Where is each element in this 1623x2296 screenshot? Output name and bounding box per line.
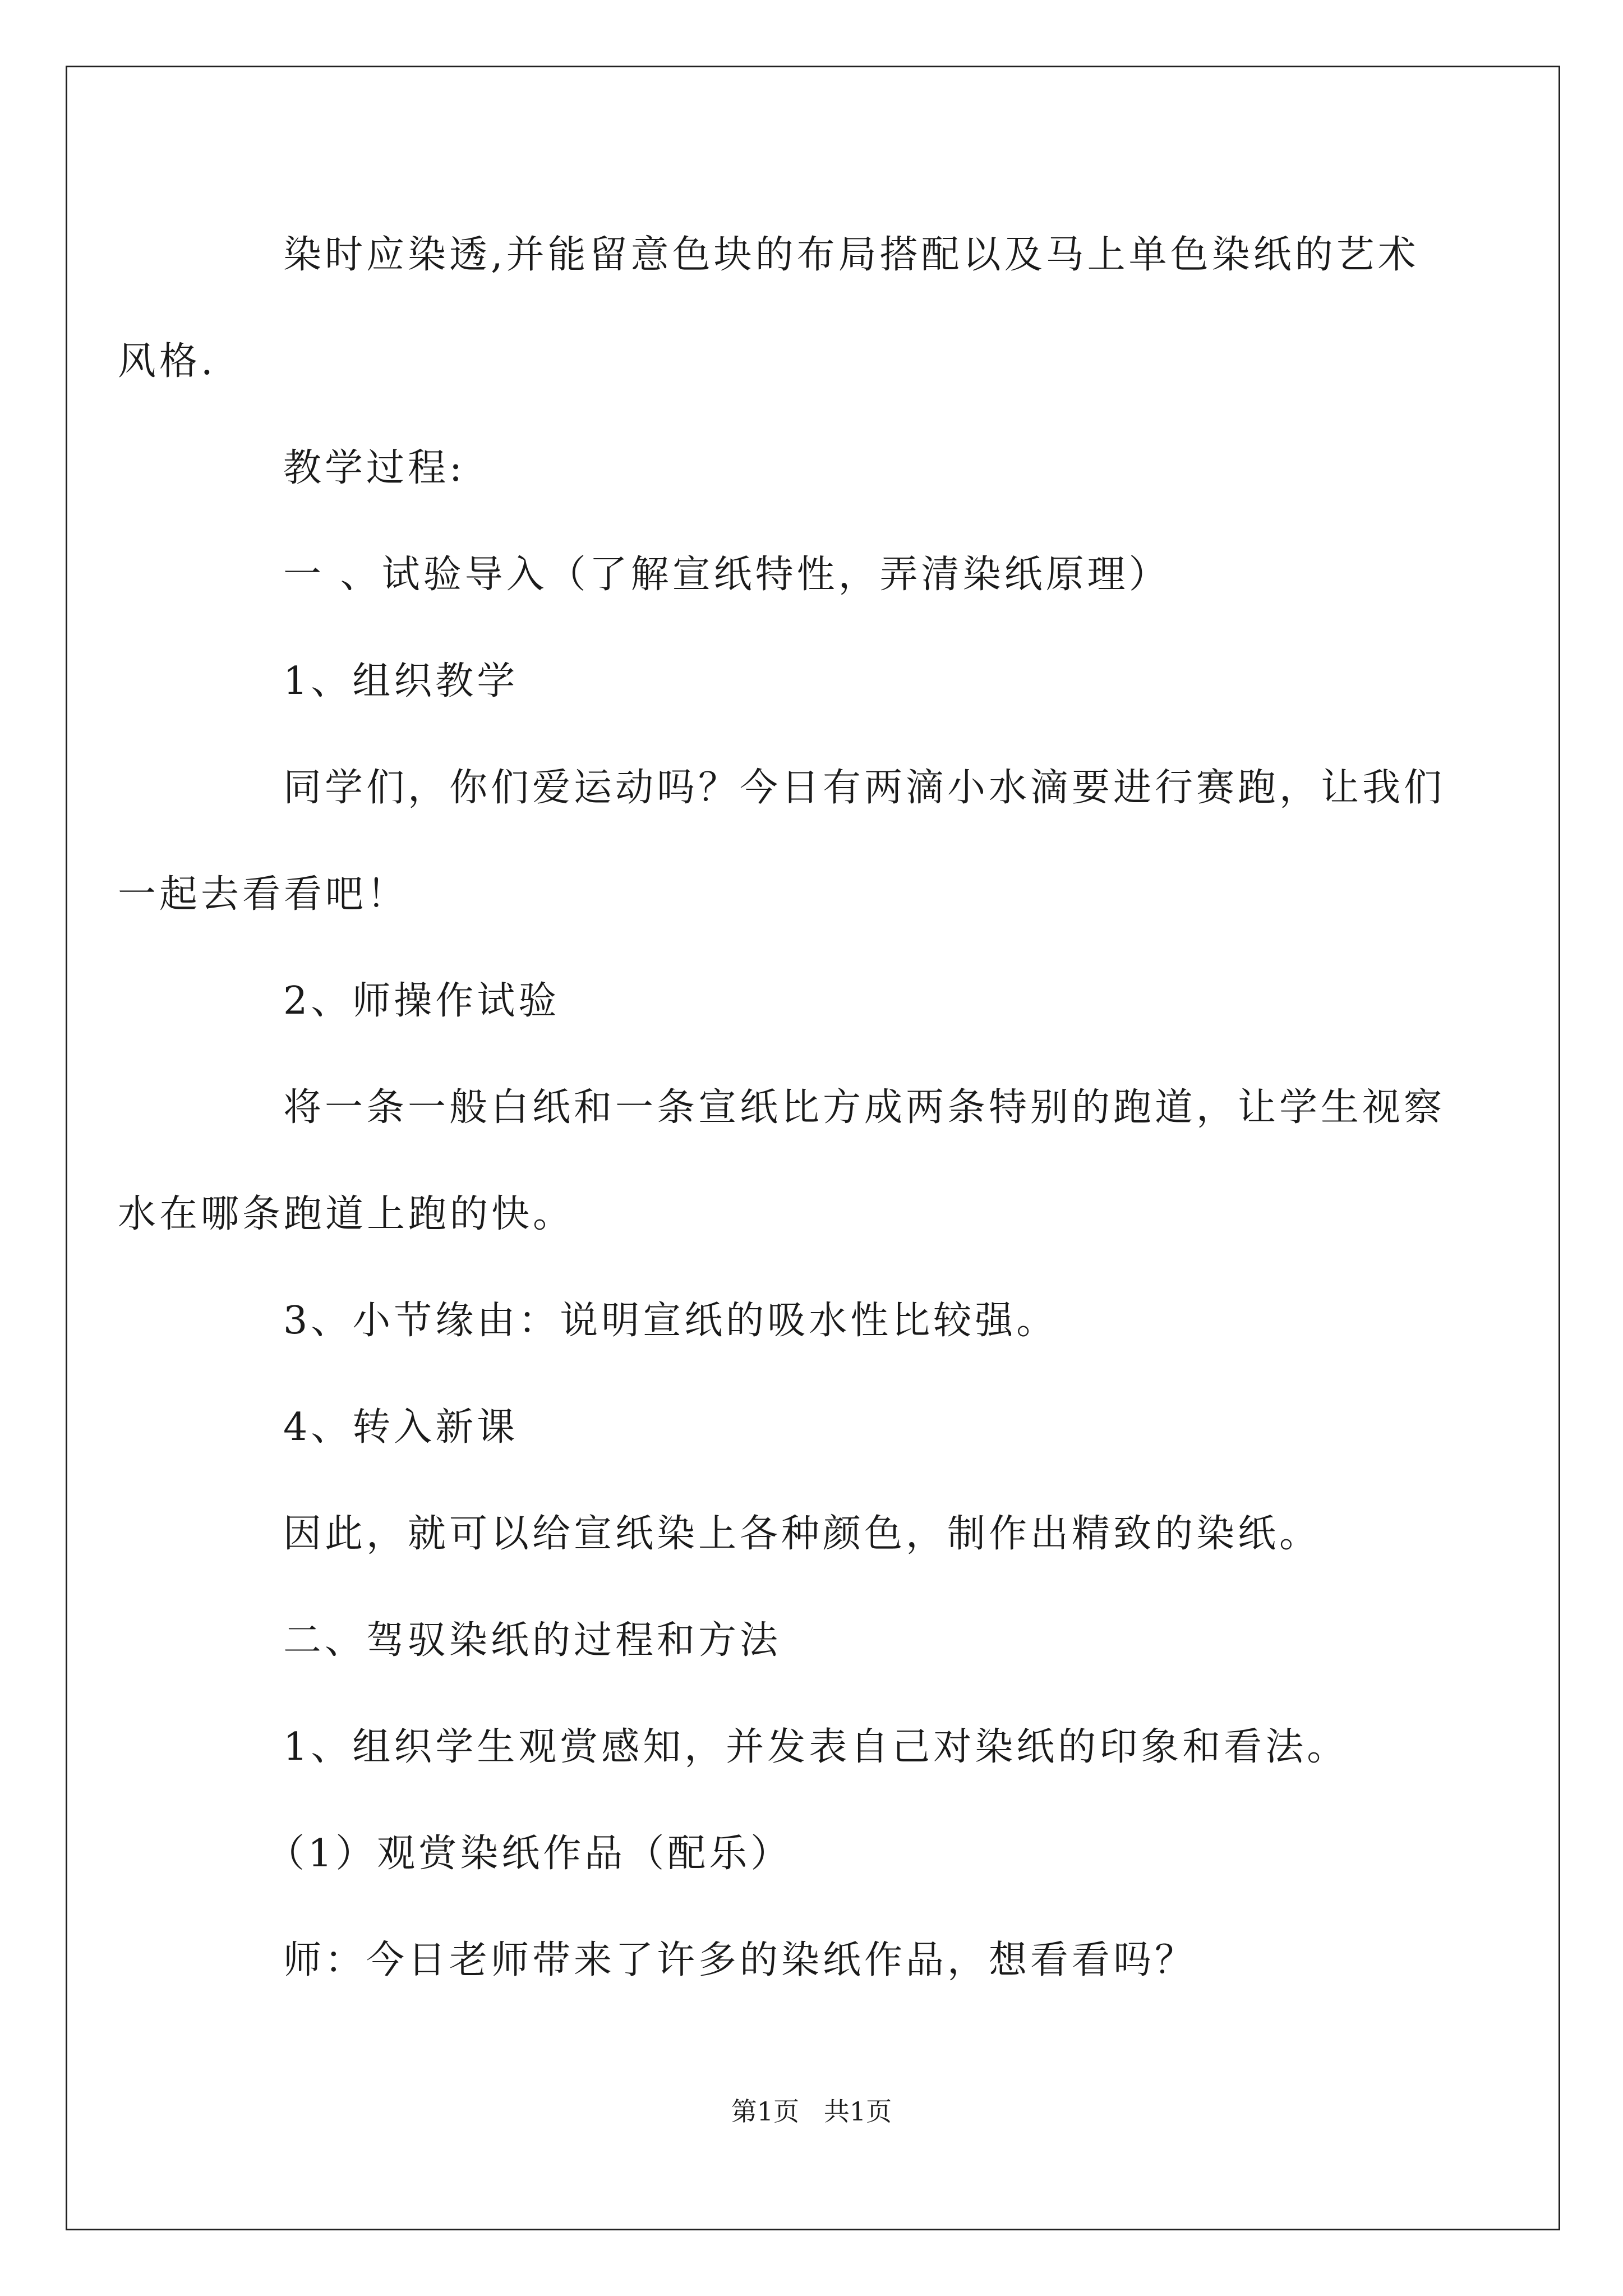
paragraph-5-line-2: 一起去看看吧！ [118, 872, 409, 917]
paragraph-5 [199, 735, 1446, 841]
paragraph-8 [199, 1268, 1427, 1374]
paragraph-1-line-1: 染时应染透,并能留意色块的布局搭配以及马上单色染纸的艺术 [283, 233, 1419, 277]
step-2-heading: 2、师操作试验 [283, 979, 560, 1023]
paragraph-1-cont [118, 309, 1427, 415]
paragraph-1-line-2: 风格. [118, 339, 216, 384]
paragraph-10-text: 因此，就可以给宣纸染上各种颜色，制作出精致的染纸。 [283, 1512, 1321, 1556]
step-1-heading: 1、组织教学 [283, 659, 519, 703]
paragraph-12-text: 1、组织学生观赏感知，并发表自己对染纸的印象和看法。 [283, 1725, 1349, 1769]
page-footer: 第1页 共1页 [731, 2096, 892, 2127]
section-heading-2: 二、驾驭染纸的过程和方法 [283, 1618, 782, 1663]
paragraph-6 [199, 948, 1427, 1055]
paragraph-7-line-2: 水在哪条跑道上跑的快。 [118, 1192, 575, 1236]
paragraph-11 [199, 1588, 1427, 1694]
step-4-heading: 4、转入新课 [283, 1405, 519, 1450]
paragraph-1 [199, 202, 1427, 309]
section-heading-process: 教学过程: [283, 446, 465, 490]
section-heading-1: 一 、试验导入（了解宣纸特性，弄清染纸原理） [283, 553, 1170, 597]
paragraph-5-cont [118, 841, 1427, 948]
paragraph-7-line-1: 将一条一般白纸和一条宣纸比方成两条特别的跑道，让学生视察 [283, 1085, 1446, 1130]
paragraph-14-text: 师：今日老师带来了许多的染纸作品，想看看吗？ [283, 1938, 1197, 1982]
paragraph-3 [199, 522, 1427, 628]
step-3-text: 3、小节缘由：说明宣纸的吸水性比较强。 [283, 1299, 1058, 1343]
paragraph-4 [199, 628, 1427, 735]
document-body [118, 202, 1446, 2014]
paragraph-7 [199, 1055, 1446, 1161]
paragraph-12 [199, 1694, 1427, 1801]
paragraph-14 [199, 1907, 1427, 2014]
paragraph-13 [199, 1801, 1427, 1907]
sub-item-1: （1）观赏染纸作品（配乐） [266, 1832, 792, 1876]
paragraph-2 [199, 415, 1427, 522]
paragraph-9 [199, 1374, 1427, 1481]
paragraph-10 [199, 1481, 1427, 1588]
paragraph-5-line-1: 同学们，你们爱运动吗？今日有两滴小水滴要进行赛跑，让我们 [283, 766, 1446, 810]
paragraph-7-cont [118, 1161, 1427, 1268]
